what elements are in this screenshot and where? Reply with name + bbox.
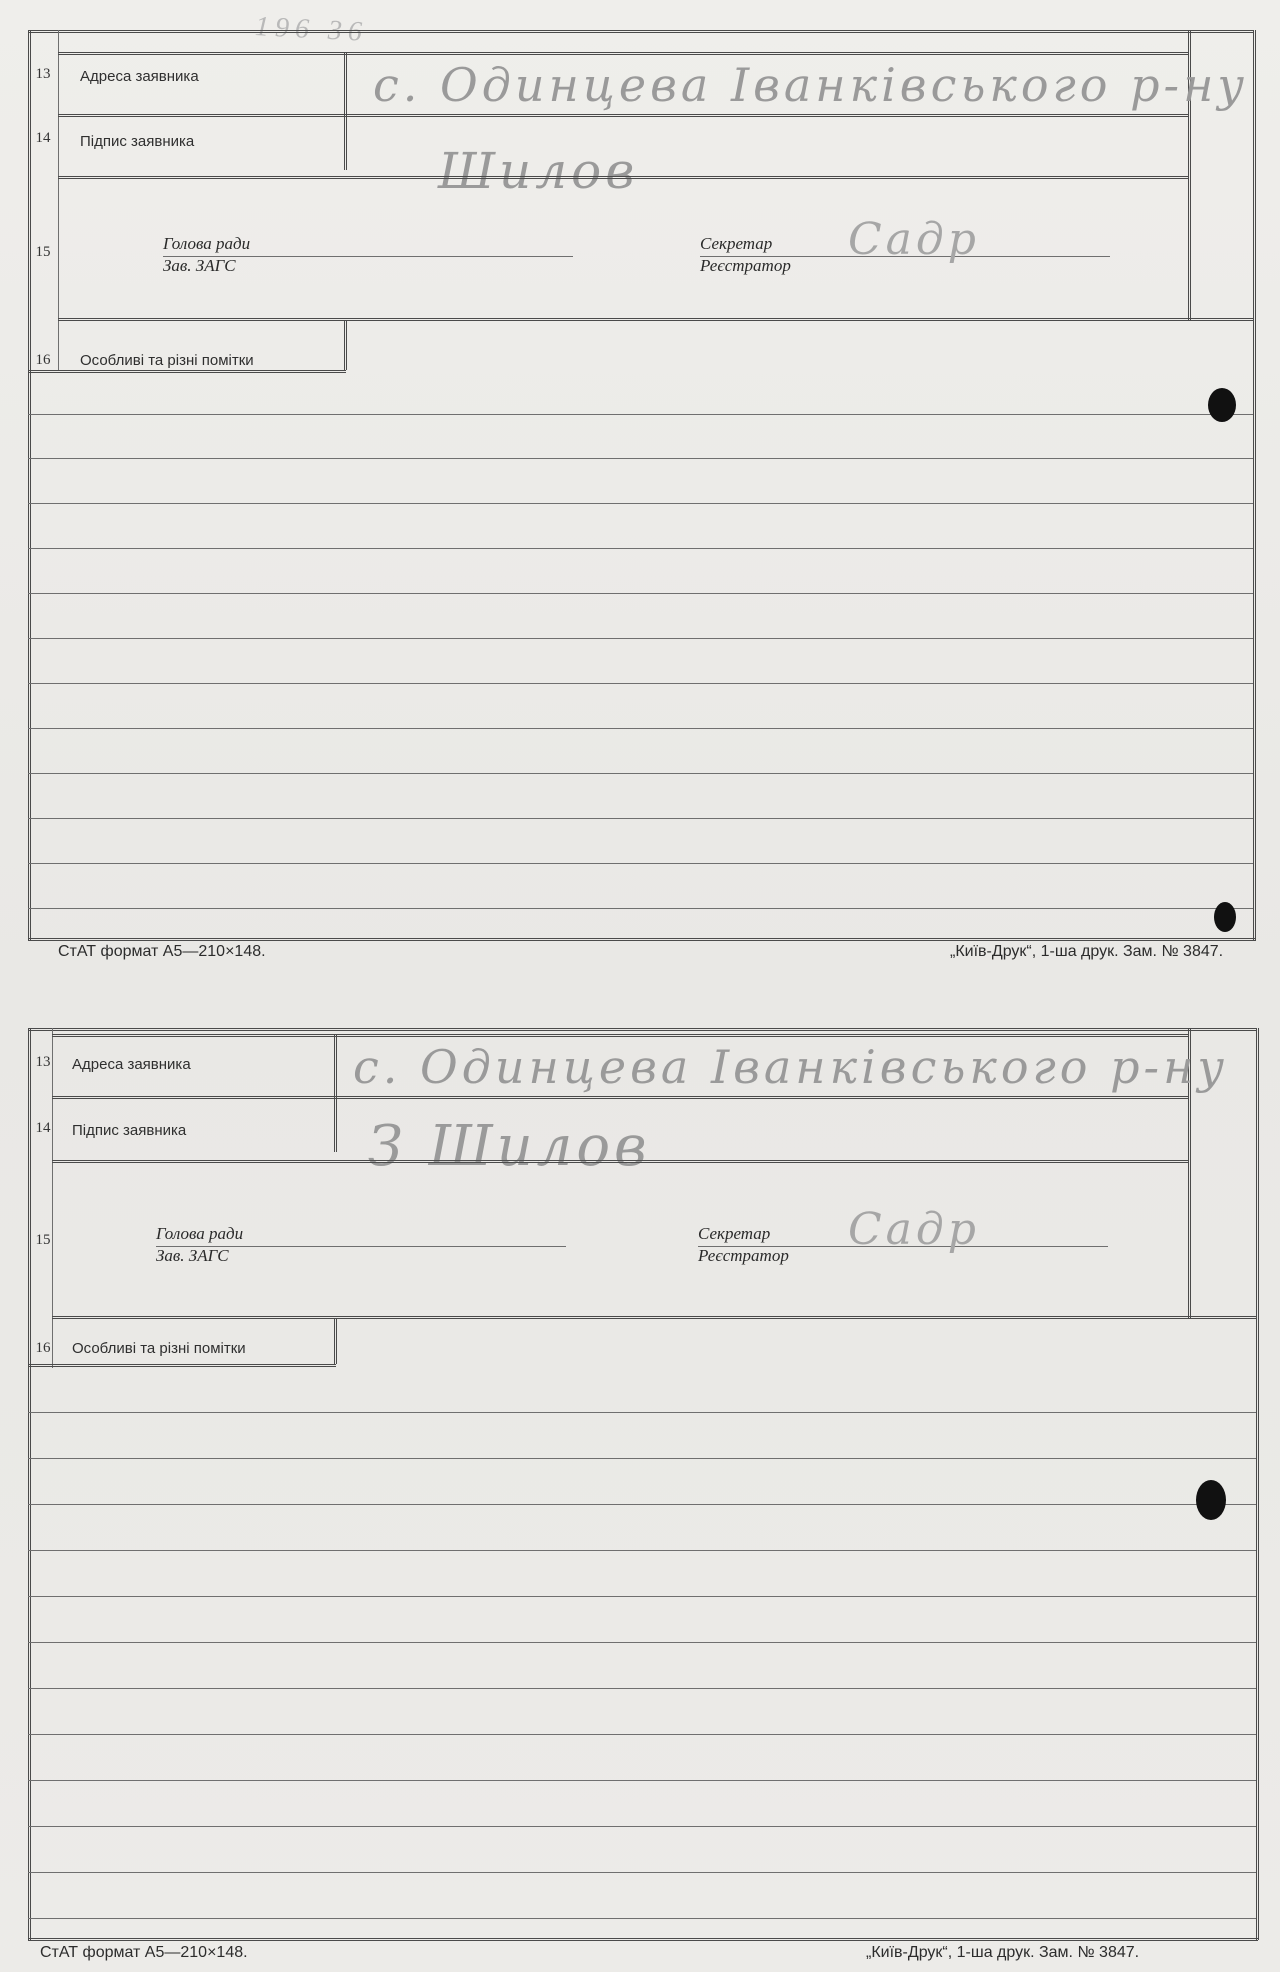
row-divider [28,370,346,373]
ruled-line [28,458,1253,459]
row-divider [52,1316,1256,1319]
printer-imprint: „Київ-Друк“, 1-ша друк. Зам. № 3847. [950,943,1224,960]
registrar-role: Реєстратор [700,256,791,275]
row-number: 16 [35,1340,51,1356]
signature-line-left [156,1246,566,1247]
special-notes-label: Особливі та різні помітки [80,352,254,369]
applicant-address-handwriting: с. Одинцева Іванківського р-ну [353,1040,1229,1094]
applicant-signature-label: Підпис заявника [72,1122,187,1139]
form-format-note: СтАТ формат А5—210×148. [40,1944,248,1961]
frame-bottom [28,938,1256,941]
registry-head-role: Зав. ЗАГС [163,256,236,275]
punch-hole-blot [1208,388,1236,422]
ruled-line [28,1918,1256,1919]
frame-top [28,30,1253,33]
ruled-line [28,1412,1256,1413]
ruled-line [28,638,1253,639]
label-divider [334,1318,337,1364]
registry-head-role: Зав. ЗАГС [156,1246,229,1265]
row-number: 13 [35,1054,51,1070]
form-format-note: СтАТ формат А5—210×148. [58,943,266,960]
applicant-address-label: Адреса заявника [80,68,199,85]
registrar-role: Реєстратор [698,1246,789,1265]
ruled-line [28,1550,1256,1551]
special-notes-label: Особливі та різні помітки [72,1340,246,1357]
frame-left [28,1028,31,1940]
row-divider [58,52,1188,55]
ruled-line [28,593,1253,594]
ruled-line [28,548,1253,549]
secretary-role: Секретар [698,1224,771,1243]
ruled-line [28,863,1253,864]
ruled-line [28,1734,1256,1735]
row-number: 13 [35,66,51,82]
applicant-signature-handwriting: Шилов [438,142,639,200]
registrar-signature: Садр [848,1204,980,1255]
row-number: 15 [35,244,51,260]
ruled-line [28,1872,1256,1873]
ruled-line [28,1688,1256,1689]
ruled-line [28,1504,1256,1505]
applicant-address-label: Адреса заявника [72,1056,191,1073]
council-head-role: Голова ради [163,234,251,253]
label-divider [344,320,347,370]
frame-right [1253,30,1256,940]
ruled-line [28,818,1253,819]
applicant-signature-handwriting: З Шилов [368,1114,651,1179]
council-head-role: Голова ради [156,1224,244,1243]
row-number: 14 [35,1120,51,1136]
applicant-signature-label: Підпис заявника [80,133,195,150]
row-divider [58,176,1188,179]
archive-page-number: 196 36 [254,11,369,48]
printer-imprint: „Київ-Друк“, 1-ша друк. Зам. № 3847. [866,1944,1140,1961]
registry-form-top [28,30,1258,940]
ruled-line [28,414,1253,415]
ruled-line [28,1826,1256,1827]
row-divider [52,1160,1188,1163]
ruled-line [28,1780,1256,1781]
ruled-line [28,1642,1256,1643]
registrar-signature: Садр [848,214,980,265]
ruled-line [28,1596,1256,1597]
row-divider [52,1096,1188,1099]
frame-right [1256,1028,1259,1940]
applicant-address-handwriting: с. Одинцева Іванківського р-ну [373,58,1249,112]
punch-hole-blot [1214,902,1236,932]
row-divider [28,1364,336,1367]
row-divider [52,1034,1188,1037]
signature-line-left [163,256,573,257]
label-divider [344,52,347,170]
ruled-line [28,683,1253,684]
frame-top [28,1028,1256,1031]
row-number: 15 [35,1232,51,1248]
ruled-line [28,1458,1256,1459]
row-number: 14 [35,130,51,146]
row-divider [58,114,1188,117]
frame-left [28,30,31,940]
registry-form-bottom [28,1028,1258,1940]
row-number: 16 [35,352,51,368]
ruled-line [28,503,1253,504]
frame-bottom [28,1938,1258,1941]
punch-hole-blot [1196,1480,1226,1520]
ruled-line [28,773,1253,774]
ruled-line [28,908,1253,909]
secretary-role: Секретар [700,234,773,253]
row-divider [58,318,1253,321]
ruled-line [28,728,1253,729]
label-divider [334,1034,337,1152]
